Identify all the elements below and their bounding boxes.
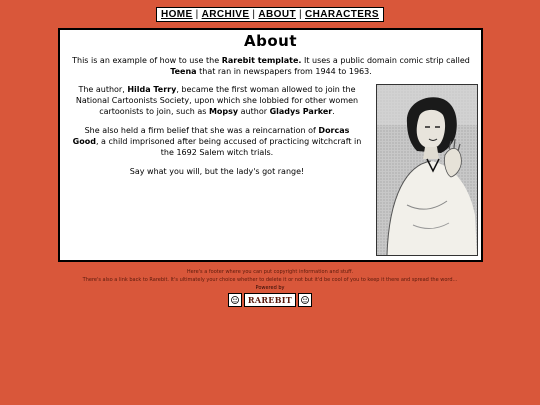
intro-text [66,55,476,77]
bio-text: She also held a firm belief that she was a reincarnation of [84,126,319,135]
intro-text-part: This is an example of how to use the [72,56,222,65]
rarebit-badge[interactable] [0,293,540,307]
rarebit-mascot-icon [228,293,242,307]
bio-text: The author, [78,85,128,94]
rarebit-badge-label[interactable]: RAREBIT [244,293,296,307]
nav-separator: | [195,9,199,20]
rarebit-mascot-icon [298,293,312,307]
nav-separator: | [252,9,256,20]
nav-about-link[interactable]: ABOUT [258,9,296,20]
intro-text-part: that ran in newspapers from 1944 to 1963. [196,67,372,76]
author-photo [376,84,478,256]
bio-column [72,84,362,185]
bio-text: author [238,107,270,116]
author-name: Gladys Parker [269,107,333,116]
about-panel [58,28,483,262]
nav-home-link[interactable]: HOME [161,9,193,20]
comic-name: Teena [170,67,197,76]
bio-paragraph-3: Say what you will, but the lady's got range! [129,167,305,176]
bio-paragraph-2 [72,125,362,158]
bio-text: , became the first woman allowed to join the National Cartoonists Society, upon which she lobbied for other women cartoonists to join, such as [75,85,359,116]
page-footer [0,268,540,307]
nav-archive-link[interactable]: ARCHIVE [201,9,250,20]
comic-name: Mopsy [208,107,239,116]
top-nav [0,7,540,22]
nav-characters-link[interactable]: CHARACTERS [304,9,379,20]
powered-by-label: Powered by [255,285,285,291]
nav-bar [156,7,384,22]
historical-name: Dorcas Good [72,126,350,146]
bio-text: , a child imprisoned after being accused of practicing witchcraft in the 1692 Salem witch trials. [95,137,362,157]
intro-text-part: It uses a public domain comic strip called [301,56,470,65]
bio-paragraph-1 [72,84,362,117]
author-photo-image [377,85,477,255]
footer-copyright: Here's a footer where you can put copyright information and stuff. [186,269,354,275]
template-name: Rarebit template. [221,56,302,65]
nav-separator: | [298,9,302,20]
page-title: About [243,32,297,50]
bio-text: . [332,107,335,116]
footer-rarebit-note: There's also a link back to Rarebit. It's ultimately your choice whether to delete it or not but it'd be cool of you to keep it there and spread the word... [82,277,458,283]
author-name: Hilda Terry [127,85,177,94]
